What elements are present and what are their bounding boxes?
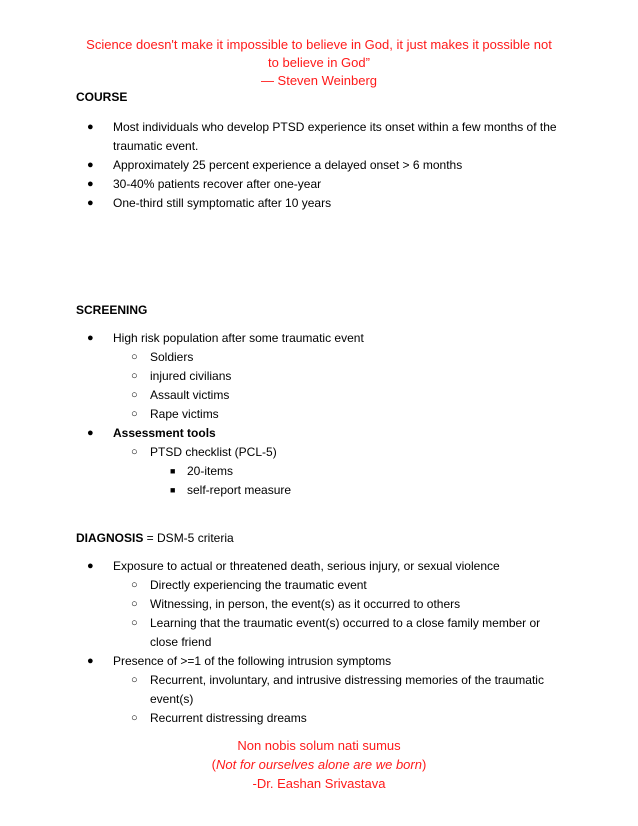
bottom-quote-latin: Non nobis solum nati sumus	[237, 738, 401, 753]
course-list	[76, 118, 566, 213]
bullet-icon: ●	[87, 197, 94, 209]
bottom-quote-translation-line	[80, 755, 558, 774]
diagnosis-heading-suffix: = DSM-5 criteria	[143, 531, 234, 545]
hollow-bullet-icon: ○	[131, 446, 138, 458]
bullet-icon: ●	[87, 178, 94, 190]
sublist-item-text: Soldiers	[150, 350, 194, 364]
hollow-bullet-icon: ○	[131, 674, 138, 686]
list-item-text: Approximately 25 percent experience a delayed onset > 6 months	[113, 158, 463, 172]
sublist-item-text: Rape victims	[150, 407, 219, 421]
detail-item-text: 20-items	[187, 464, 234, 478]
hollow-bullet-icon: ○	[131, 579, 138, 591]
diagnosis-list	[76, 557, 566, 728]
detail-item	[150, 462, 566, 481]
list-item-text: One-third still symptomatic after 10 years	[113, 196, 332, 210]
close-paren: )	[421, 757, 427, 772]
exposure-sublist	[113, 576, 566, 652]
hollow-bullet-icon: ○	[131, 712, 138, 724]
list-item	[76, 329, 566, 424]
list-item-text: Most individuals who develop PTSD experience its onset within a few months of the traumatic event.	[113, 120, 557, 153]
list-item	[76, 424, 566, 500]
square-bullet-icon: ■	[170, 485, 176, 495]
intrusion-sublist	[113, 671, 566, 728]
square-bullet-icon: ■	[170, 466, 176, 476]
bullet-icon: ●	[87, 121, 94, 133]
sublist-item	[113, 614, 566, 652]
sublist-item	[113, 709, 566, 728]
hollow-bullet-icon: ○	[131, 389, 138, 401]
sublist-item	[113, 595, 566, 614]
list-item	[76, 156, 566, 175]
detail-item-text: self-report measure	[187, 483, 292, 497]
sublist-item	[113, 576, 566, 595]
tool-details-list	[150, 462, 566, 500]
top-quote	[80, 36, 558, 90]
sublist-item	[113, 405, 566, 424]
list-item-text: High risk population after some traumatic event	[113, 331, 364, 345]
bottom-quote	[80, 736, 558, 793]
screening-heading: SCREENING	[76, 303, 148, 317]
sublist-item-text: Witnessing, in person, the event(s) as it occurred to others	[150, 597, 461, 611]
list-item	[76, 557, 566, 652]
sublist-item-text: PTSD checklist (PCL-5)	[150, 445, 277, 459]
bullet-icon: ●	[87, 332, 94, 344]
bottom-quote-author: -Dr. Eashan Srivastava	[252, 776, 386, 791]
bullet-icon: ●	[87, 655, 94, 667]
sublist-item	[113, 348, 566, 367]
open-paren: (	[211, 757, 217, 772]
hollow-bullet-icon: ○	[131, 370, 138, 382]
course-heading: COURSE	[76, 90, 128, 104]
hollow-bullet-icon: ○	[131, 617, 138, 629]
bullet-icon: ●	[87, 427, 94, 439]
screening-list	[76, 329, 566, 500]
diagnosis-heading	[76, 530, 234, 546]
bottom-quote-translation: Not for ourselves alone are we born	[216, 757, 422, 772]
sublist-item	[113, 386, 566, 405]
sublist-item-text: injured civilians	[150, 369, 232, 383]
bullet-icon: ●	[87, 560, 94, 572]
list-item-text: 30-40% patients recover after one-year	[113, 177, 322, 191]
sublist-item-text: Recurrent, involuntary, and intrusive distressing memories of the traumatic event(s)	[150, 673, 544, 706]
list-item	[76, 194, 566, 213]
sublist-item-text: Assault victims	[150, 388, 230, 402]
hollow-bullet-icon: ○	[131, 351, 138, 363]
top-quote-author: — Steven Weinberg	[260, 73, 378, 88]
list-item-text: Presence of >=1 of the following intrusion symptoms	[113, 654, 392, 668]
hollow-bullet-icon: ○	[131, 408, 138, 420]
list-item	[76, 175, 566, 194]
sublist-item-text: Learning that the traumatic event(s) occurred to a close family member or close friend	[150, 616, 541, 649]
detail-item	[150, 481, 566, 500]
list-item	[76, 652, 566, 728]
tools-sublist	[113, 443, 566, 500]
sublist-item-text: Directly experiencing the traumatic event	[150, 578, 367, 592]
bullet-icon: ●	[87, 159, 94, 171]
sublist-item	[113, 367, 566, 386]
sublist-item	[113, 671, 566, 709]
sublist-item-text: Recurrent distressing dreams	[150, 711, 307, 725]
diagnosis-heading-title: DIAGNOSIS	[76, 531, 144, 545]
list-item	[76, 118, 566, 156]
sublist-item	[113, 443, 566, 500]
hollow-bullet-icon: ○	[131, 598, 138, 610]
list-item-text: Exposure to actual or threatened death, serious injury, or sexual violence	[113, 559, 500, 573]
population-sublist	[113, 348, 566, 424]
top-quote-text: Science doesn't make it impossible to believe in God, it just makes it possible not to believe in God”	[86, 37, 552, 70]
list-item-text: Assessment tools	[113, 426, 216, 440]
